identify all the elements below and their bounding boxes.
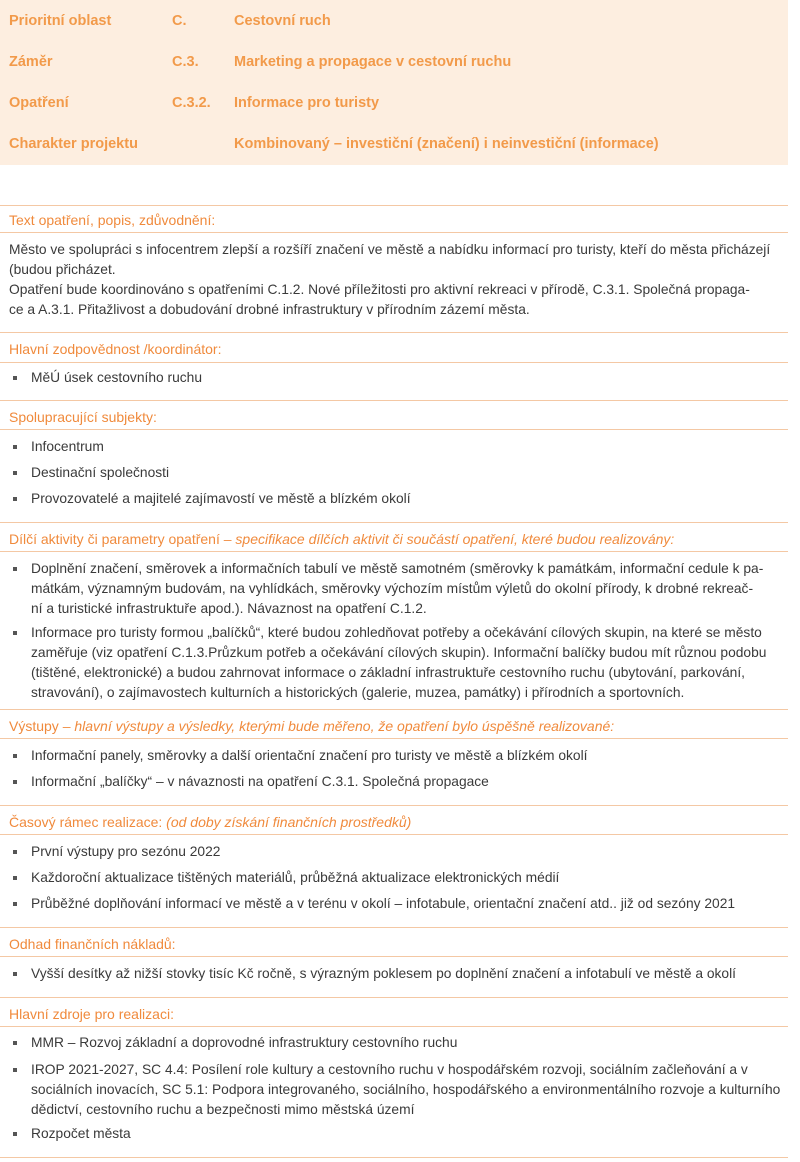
list-item-text: Informační „balíčky“ – v návaznosti na opatření C.3.1. Společná propagace (31, 774, 489, 789)
list-item-text: Každoroční aktualizace tištěných materiálů, průběžná aktualizace elektronických médií (31, 870, 560, 885)
list-item-line: ní a turistické infrastruktuře apod.). Návaznost na opatření C.1.2. (31, 601, 427, 616)
list-item-text: Informační panely, směrovky a další orientační značení pro turisty ve městě a blízkém okolí (31, 748, 588, 763)
header-value: Cestovní ruch (234, 13, 331, 29)
section-title-main: Výstupy (9, 718, 59, 734)
paragraph-line: Opatření bude koordinováno s opatřeními C.1.2. Nové příležitosti pro aktivní rekreaci v přírodě, C.3.1. Společná propaga- (9, 282, 750, 297)
section-title-activities (9, 531, 674, 547)
list-item-line: dědictví, cestovního ruchu a bezpečnosti mimo městská území (31, 1102, 415, 1117)
bullet-icon (13, 497, 17, 501)
bullet-icon (13, 780, 17, 784)
bullet-icon (13, 1132, 17, 1136)
section-title-note: (od doby získání finančních prostředků) (162, 814, 412, 830)
section-title-responsibility: Hlavní zodpovědnost /koordinátor: (9, 341, 222, 357)
bullet-icon (13, 1068, 17, 1072)
section-title-timeframe (9, 814, 411, 830)
section-divider (0, 1026, 788, 1027)
list-item-line: sociálních inovacích, SC 5.1: Podpora integrovaného, sociálního, hospodářského a environmentálního rozvoje a kulturního (31, 1082, 781, 1097)
bullet-icon (13, 567, 17, 571)
list-item-line: zaměřuje (viz opatření C.1.3.Průzkum potřeb a očekávání cílových skupin). Informační balíčky budou mít různou podobu (31, 645, 767, 660)
paragraph-line: ce a A.3.1. Přitažlivost a dobudování drobné infrastruktury v přírodním zázemí města. (9, 302, 530, 317)
list-item-text: Rozpočet města (31, 1126, 131, 1141)
section-divider (0, 522, 788, 523)
section-divider (0, 805, 788, 806)
section-divider (0, 362, 788, 363)
list-item-line: (tištěné, elektronické) a budou zahrnovat informace o základní infrastruktuře cestovního ruchu (ubytování, parkování, (31, 665, 745, 680)
list-item-text: Provozovatelé a majitelé zajímavostí ve městě a blízkém okolí (31, 491, 411, 506)
header-value: Marketing a propagace v cestovní ruchu (234, 54, 512, 70)
list-item-text: První výstupy pro sezónu 2022 (31, 844, 221, 859)
header-value: Informace pro turisty (234, 95, 380, 111)
section-title-note: – specifikace dílčích aktivit či součástí opatření, které budou realizovány: (219, 531, 675, 547)
section-title-partners: Spolupracující subjekty: (9, 409, 157, 425)
header-code: C.3. (172, 54, 199, 70)
list-item-text: Infocentrum (31, 439, 104, 454)
bullet-icon (13, 754, 17, 758)
bullet-icon (13, 471, 17, 475)
section-divider (0, 205, 788, 206)
header-label: Charakter projektu (9, 136, 138, 152)
list-item-text: MMR – Rozvoj základní a doprovodné infrastruktury cestovního ruchu (31, 1035, 458, 1050)
bullet-icon (13, 1041, 17, 1045)
bullet-icon (13, 902, 17, 906)
header-code: C. (172, 13, 187, 29)
section-divider (0, 551, 788, 552)
list-item-text: Průběžné doplňování informací ve městě a v terénu v okolí – infotabule, orientační značení atd.. již od sezóny 2021 (31, 896, 736, 911)
section-title-main: Časový rámec realizace: (9, 814, 163, 830)
list-item-text: Destinační společnosti (31, 465, 170, 480)
list-item-line: Informace pro turisty formou „balíčků“, které budou zohledňovat potřeby a očekávání cílových skupin, na které se město (31, 625, 762, 640)
section-divider (0, 738, 788, 739)
bullet-icon (13, 445, 17, 449)
header-label: Prioritní oblast (9, 13, 112, 29)
section-title-note: – hlavní výstupy a výsledky, kterými bude měřeno, že opatření bylo úspěšně realizované: (58, 718, 615, 734)
section-title-sources: Hlavní zdroje pro realizaci: (9, 1006, 174, 1022)
section-title-text: Text opatření, popis, zdůvodnění: (9, 212, 216, 228)
list-item-line: Doplnění značení, směrovek a informačních tabulí ve městě samotném (směrovky k památkám, informační cedule k pa- (31, 561, 764, 576)
header-label: Záměr (9, 54, 53, 70)
list-item-line: mátkám, významným budovám, na vyhlídkách, směrovky výchozím místům výletů do okolní přírody, k drobné rekreač- (31, 581, 754, 596)
header-label: Opatření (9, 95, 69, 111)
section-title-costs: Odhad finančních nákladů: (9, 936, 176, 952)
paragraph-line: Město ve spolupráci s infocentrem zlepší a rozšíří značení ve městě a nabídku informací pro turisty, kteří do města přicházejí (9, 242, 771, 257)
section-divider (0, 332, 788, 333)
list-item-line: stravování), o zajímavostech kulturních a historických (galerie, muzea, památky) i přírodních a sportovních. (31, 685, 685, 700)
measure-header (0, 0, 788, 165)
list-item-text: Vyšší desítky až nižší stovky tisíc Kč ročně, s výrazným poklesem po doplnění značení a infotabulí ve městě a okolí (31, 966, 736, 981)
header-code: C.3.2. (172, 95, 211, 111)
section-divider (0, 232, 788, 233)
paragraph-coordination (9, 280, 784, 320)
section-divider (0, 429, 788, 430)
section-divider (0, 1157, 788, 1158)
paragraph-line: (budou přicházet. (9, 262, 116, 277)
header-value: Kombinovaný – investiční (značení) i neinvestiční (informace) (234, 136, 659, 152)
section-title-outputs (9, 718, 614, 734)
list-item-text: MěÚ úsek cestovního ruchu (31, 370, 203, 385)
bullet-icon (13, 972, 17, 976)
section-divider (0, 997, 788, 998)
section-divider (0, 709, 788, 710)
section-divider (0, 927, 788, 928)
bullet-icon (13, 631, 17, 635)
paragraph-description (9, 240, 784, 280)
bullet-icon (13, 876, 17, 880)
list-item-line: IROP 2021-2027, SC 4.4: Posílení role kultury a cestovního ruchu v hospodářském rozvoji, sociálním začleňování a v (31, 1062, 748, 1077)
bullet-icon (13, 850, 17, 854)
bullet-icon (13, 376, 17, 380)
section-divider (0, 956, 788, 957)
section-divider (0, 834, 788, 835)
section-title-main: Dílčí aktivity či parametry opatření (9, 531, 220, 547)
section-divider (0, 400, 788, 401)
